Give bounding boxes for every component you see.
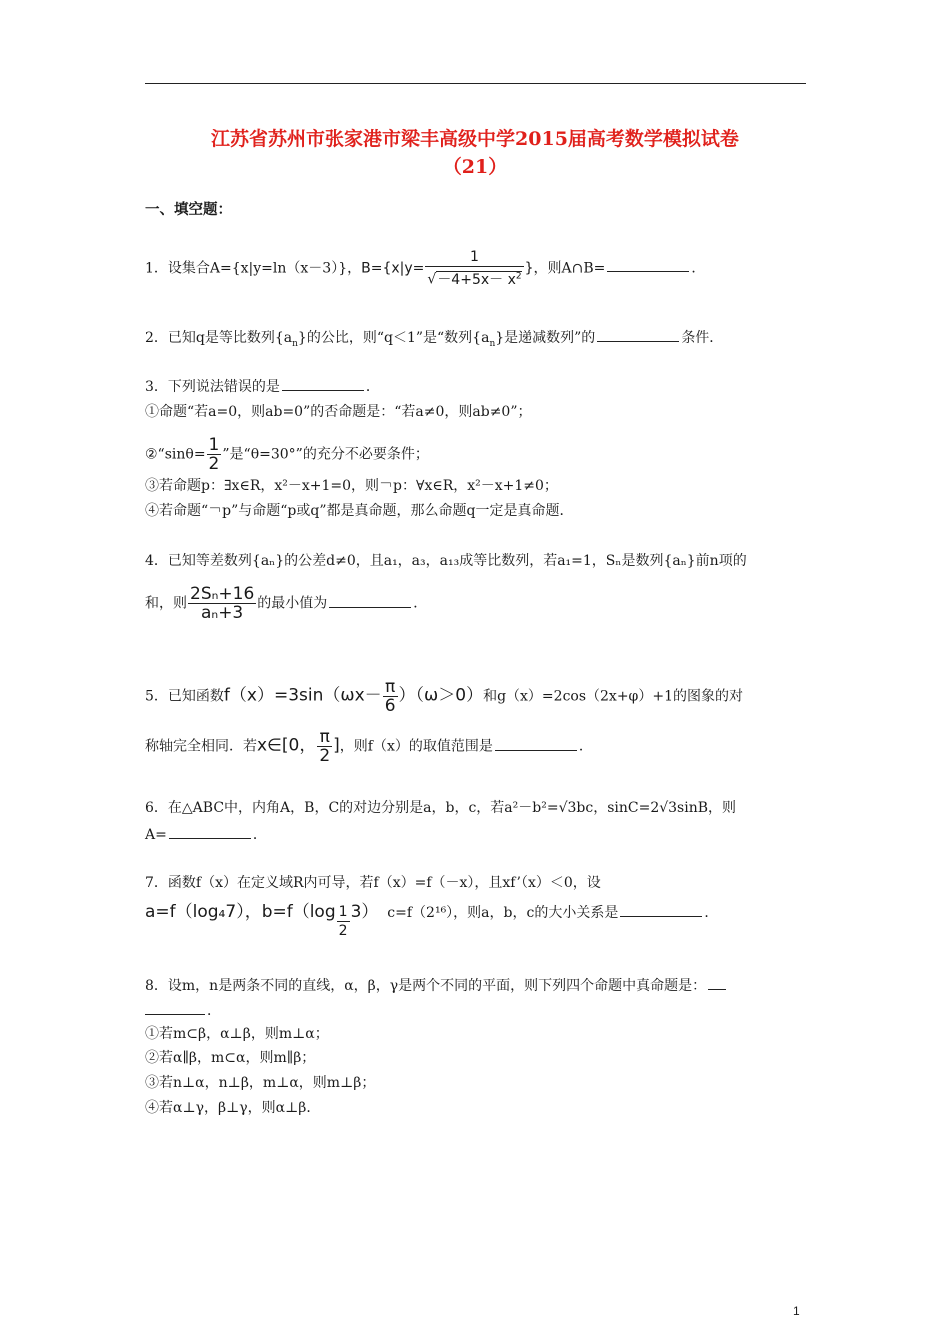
q2-text-c: }是递减数列”的 [495, 330, 596, 346]
q8-stem-end: ． [207, 1003, 221, 1019]
q1-answer-blank [607, 257, 689, 272]
q3-option-1: ①命题“若a=0，则ab=0”的否命题是：“若a≠0，则ab≠0”； [145, 404, 532, 420]
q8-option-4: ④若α⊥γ，β⊥γ，则α⊥β． [145, 1100, 321, 1116]
q5-pi-2: π [317, 728, 332, 747]
question-3-stem [145, 376, 815, 397]
q1-fraction [425, 248, 523, 289]
q2-sub-2: n [489, 338, 496, 349]
q4-line2-a: 和，则 [145, 595, 187, 612]
q5-line-1 [145, 678, 815, 715]
q5-a: 5．已知函数 [145, 688, 224, 705]
q1-frac-numerator: 1 [425, 248, 523, 267]
q5-line-2 [145, 728, 815, 765]
q8-answer-blank-a [708, 975, 726, 990]
q2-end: 条件． [681, 330, 724, 346]
q8-option-3: ③若n⊥α，n⊥β，m⊥α，则m⊥β； [145, 1075, 376, 1091]
q7-line-2 [145, 902, 815, 940]
q5-f-expr-a: f（x）=3sin（ωx－ [223, 685, 382, 706]
q3-option-2 [145, 436, 815, 473]
q7-b-close: 3） [350, 902, 379, 922]
question-2 [145, 327, 815, 354]
q5-x-close: ] [333, 735, 340, 756]
q1-sqrt-power: 2 [515, 271, 522, 281]
q1-prefix: 1．设集合A={x|y=ln（x－3）}， [145, 260, 362, 277]
title-line-1: 江苏省苏州市张家港市梁丰高级中学2015届高考数学模拟试卷 [211, 128, 739, 150]
q7-end: ． [704, 905, 719, 921]
q8-answer-blank-b [145, 1000, 205, 1015]
q7-base-den: 2 [338, 923, 348, 939]
q8-stem-text: 8．设m，n是两条不同的直线，α，β，γ是两个不同的平面，则下列四个命题中真命题是： [145, 978, 707, 994]
q4-frac-denominator: aₙ+3 [201, 603, 244, 623]
q8-stem-cont [145, 1000, 815, 1021]
q3-stem-end: ． [365, 379, 380, 395]
q8-option-2: ②若α∥β，m⊂α，则m∥β； [145, 1050, 316, 1066]
q7-log-base [337, 903, 350, 940]
q1-suffix: ，则A∩B= [533, 260, 606, 277]
q3-opt2-b: ”是“θ=30°”的充分不必要条件； [222, 446, 429, 463]
q5-answer-blank [495, 736, 577, 751]
section-heading: 一、填空题： [145, 201, 232, 218]
q6-end: ． [252, 827, 267, 843]
q1-end: ． [691, 260, 706, 277]
q4-fraction [188, 585, 256, 622]
q5-pi-over-6 [383, 678, 398, 715]
q3-opt2-denominator: 2 [208, 454, 220, 474]
q7-line-1: 7．函数f（x）在定义域R内可导，若f（x）=f（－x），且xf’（x）＜0，设 [145, 875, 601, 891]
q5-b: 和g（x）=2cos（2x+φ）+1的图象的对 [483, 688, 744, 705]
q2-sub-1: n [292, 338, 298, 349]
q3-stem: 3．下列说法错误的是 [145, 379, 280, 395]
q6-answer-blank [169, 824, 251, 839]
q5-six: 6 [384, 696, 396, 716]
q2-answer-blank [597, 327, 679, 342]
header-rule [145, 83, 806, 84]
q2-text-b: }的公比，则“q＜1”是“数列{a [297, 330, 490, 346]
q5-f-expr-b: ）（ω＞0） [398, 685, 484, 706]
q5-pi: π [383, 678, 398, 697]
q3-option-3: ③若命题p：∃x∈R，x²－x+1=0，则￢p：∀x∈R，x²－x+1≠0； [145, 478, 558, 494]
q4-line-2 [145, 585, 815, 622]
q8-option-1: ①若m⊂β，α⊥β，则m⊥α； [145, 1026, 329, 1042]
q2-text-a: 2．已知q是等比数列{a [145, 330, 293, 346]
q7-answer-blank [620, 902, 702, 917]
q3-opt2-fraction [207, 436, 222, 473]
title-line-2: （21） [442, 156, 508, 178]
q4-end: ． [413, 595, 428, 612]
q3-opt2-a: ②“sinθ= [145, 446, 206, 463]
question-1 [145, 248, 815, 289]
q3-answer-blank [282, 376, 364, 391]
q1-sqrt-body: －4+5x－ x [437, 271, 516, 288]
q1-set-b-close: } [524, 260, 534, 277]
q6-line-1: 6．在△ABC中，内角A，B，C的对边分别是a，b，c，若a²－b²=√3bc，sinC=2√3sinB，则 [145, 800, 737, 816]
q4-line-1: 4．已知等差数列{aₙ}的公差d≠0，且a₁，a₃，a₁₃成等比数列，若a₁=1，Sₙ是数列{aₙ}前n项的 [145, 553, 747, 569]
q1-frac-denominator: $√-4+5x- x^2$ [427, 271, 522, 288]
q3-option-4: ④若命题“￢p”与命题“p或q”都是真命题，那么命题q一定是真命题． [145, 503, 574, 519]
q6-line2: A= [145, 827, 167, 843]
page-number: 1 [793, 1304, 800, 1318]
q7-a-expr: a=f（log₄7），b=f（log [145, 902, 336, 922]
q5-pi-over-2 [317, 728, 332, 765]
q5-d: ，则f（x）的取值范围是 [339, 738, 493, 755]
q5-c: 称轴完全相同．若 [145, 738, 257, 755]
q4-line2-b: 的最小值为 [257, 595, 328, 612]
q5-two: 2 [319, 746, 331, 766]
q4-answer-blank [329, 593, 411, 608]
q3-opt2-numerator: 1 [208, 435, 220, 455]
document-title [100, 125, 850, 181]
q7-base-num: 1 [338, 904, 348, 920]
q8-stem [145, 975, 815, 996]
q4-frac-numerator: 2Sₙ+16 [190, 584, 255, 604]
q7-c-expr: c=f（2¹⁶），则a，b，c的大小关系是 [387, 905, 619, 921]
q5-x-in: x∈[0， [257, 735, 317, 756]
q1-set-b: B={x|y= [361, 260, 425, 277]
q5-end: ． [578, 738, 593, 755]
q6-line-2 [145, 824, 815, 845]
